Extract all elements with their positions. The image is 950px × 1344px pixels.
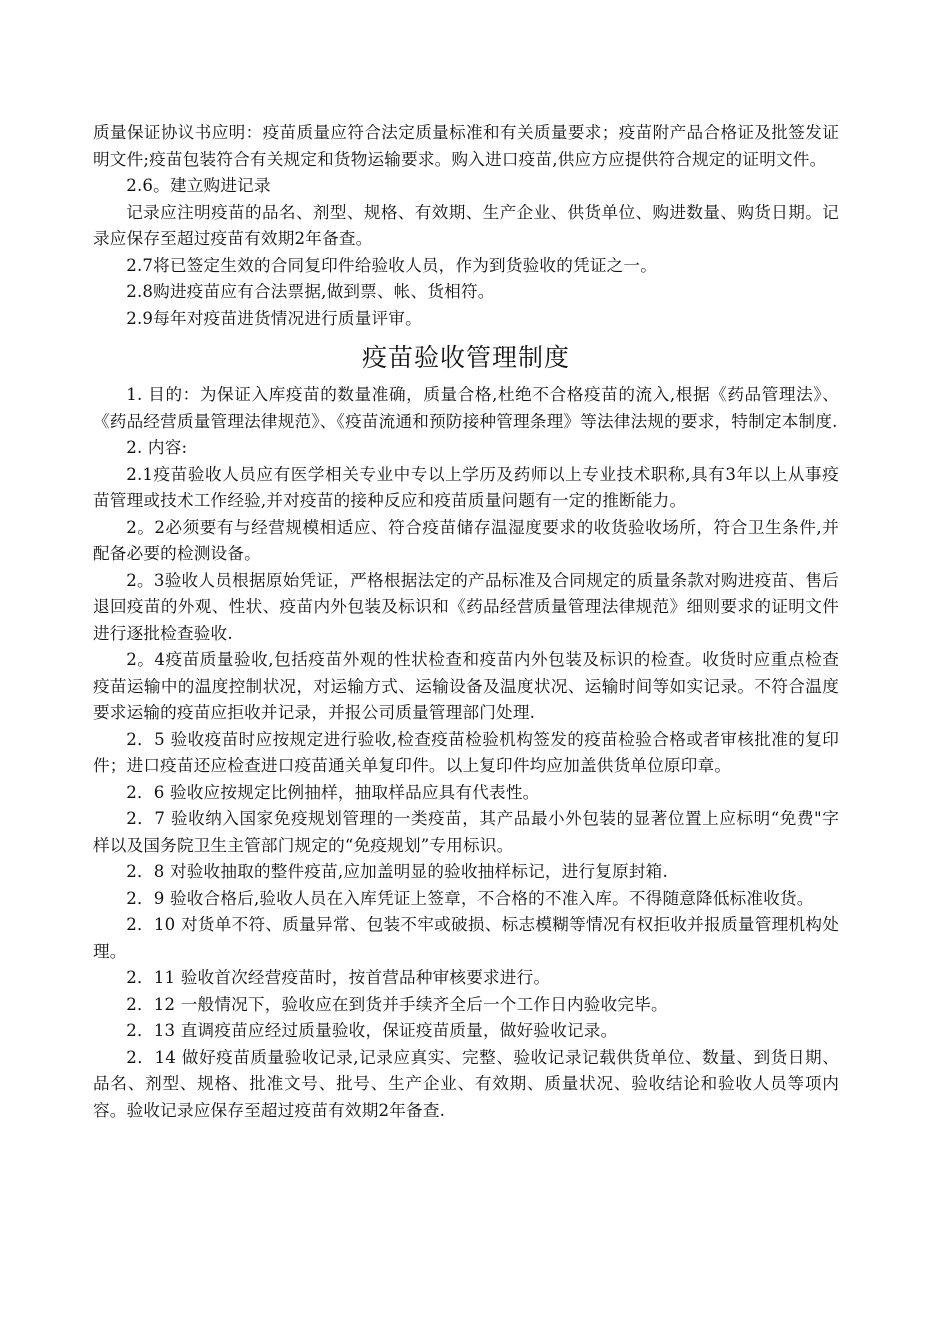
document-page <box>93 120 839 1124</box>
paragraph-item-2-2: 2。2必须要有与经营规模相适应、符合疫苗储存温湿度要求的收货验收场所，符合卫生条件,并配备必要的检测设备。 <box>93 517 839 563</box>
paragraph-item-2-12: 2．12 一般情况下，验收应在到货并手续齐全后一个工作日内验收完毕。 <box>126 994 668 1014</box>
paragraph-quality-agreement: 质量保证协议书应明：疫苗质量应符合法定质量标准和有关质量要求；疫苗附产品合格证及批签发证明文件;疫苗包装符合有关规定和货物运输要求。购入进口疫苗,供应方应提供符合规定的证明文件。 <box>93 123 839 169</box>
paragraph-item-2-13: 2．13 直调疫苗应经过质量验收，保证疫苗质量，做好验收记录。 <box>126 1021 618 1040</box>
paragraph-purpose: 1. 目的：为保证入库疫苗的数量准确，质量合格,杜绝不合格疫苗的流入,根据《药品管理法》、《药品经营质量管理法律规范》、《疫苗流通和预防接种管理条理》等法律法规的要求，特制定本制度. <box>93 385 839 431</box>
paragraph-item-2-14: 2．14 做好疫苗质量验收记录,记录应真实、完整、验收记录记载供货单位、数量、到货日期、品名、剂型、规格、批准文号、批号、生产企业、有效期、质量状况、验收结论和验收人员等项内容。验收记录应保存至超过疫苗有效期2年备查. <box>93 1047 839 1120</box>
paragraph-2-7: 2.7将已签定生效的合同复印件给验收人员，作为到货验收的凭证之一。 <box>126 255 657 275</box>
paragraph-content-label: 2. 内容: <box>126 438 188 457</box>
paragraph-item-2-4: 2。4疫苗质量验收,包括疫苗外观的性状检查和疫苗内外包装及标识的检查。收货时应重点检查疫苗运输中的温度控制状况，对运输方式、运输设备及温度状况、运输时间等如实记录。不符合温度要求运输的疫苗应拒收并记录，并报公司质量管理部门处理. <box>93 650 839 722</box>
paragraph-item-2-10: 2．10 对货单不符、质量异常、包装不牢或破损、标志模糊等情况有权拒收并报质量管理机构处理。 <box>93 915 839 961</box>
paragraph-item-2-1: 2.1疫苗验收人员应有医学相关专业中专以上学历及药师以上专业技术职称,具有3年以上从事疫苗管理或技术工作经验,并对疫苗的接种反应和疫苗质量问题有一定的推断能力。 <box>93 464 839 510</box>
paragraph-item-2-11: 2．11 验收首次经营疫苗时，按首营品种审核要求进行。 <box>126 968 551 987</box>
paragraph-2-6-heading: 2.6。建立购进记录 <box>126 176 271 195</box>
paragraph-item-2-3: 2。3验收人员根据原始凭证，严格根据法定的产品标准及合同规定的质量条款对购进疫苗、售后退回疫苗的外观、性状、疫苗内外包装及标识和《药品经营质量管理法律规范》细则要求的证明文件进行逐批检查验收. <box>93 570 839 643</box>
paragraph-2-8: 2.8购进疫苗应有合法票据,做到票、帐、货相符。 <box>126 282 495 301</box>
paragraph-item-2-7: 2．7 验收纳入国家免疫规划管理的一类疫苗，其产品最小外包装的显著位置上应标明“免费"字样以及国务院卫生主管部门规定的“免疫规划”专用标识。 <box>93 809 839 855</box>
paragraph-2-9: 2.9每年对疫苗进货情况进行质量评审。 <box>126 308 422 328</box>
paragraph-item-2-9: 2．9 验收合格后,验收人员在入库凭证上签章，不合格的不准入库。不得随意降低标准收货。 <box>126 888 814 908</box>
paragraph-item-2-5: 2．5 验收疫苗时应按规定进行验收,检查疫苗检验机构签发的疫苗检验合格或者审核批准的复印件；进口疫苗还应检查进口疫苗通关单复印件。以上复印件均应加盖供货单位原印章。 <box>93 729 839 775</box>
section-title: 疫苗验收管理制度 <box>361 343 570 372</box>
paragraph-item-2-6: 2．6 验收应按规定比例抽样，抽取样品应具有代表性。 <box>126 782 540 802</box>
paragraph-item-2-8: 2．8 对验收抽取的整件疫苗,应加盖明显的验收抽样标记，进行复原封箱. <box>126 862 668 881</box>
paragraph-2-6-body: 记录应注明疫苗的品名、剂型、规格、有效期、生产企业、供货单位、购进数量、购货日期。记录应保存至超过疫苗有效期2年备查。 <box>93 202 839 248</box>
